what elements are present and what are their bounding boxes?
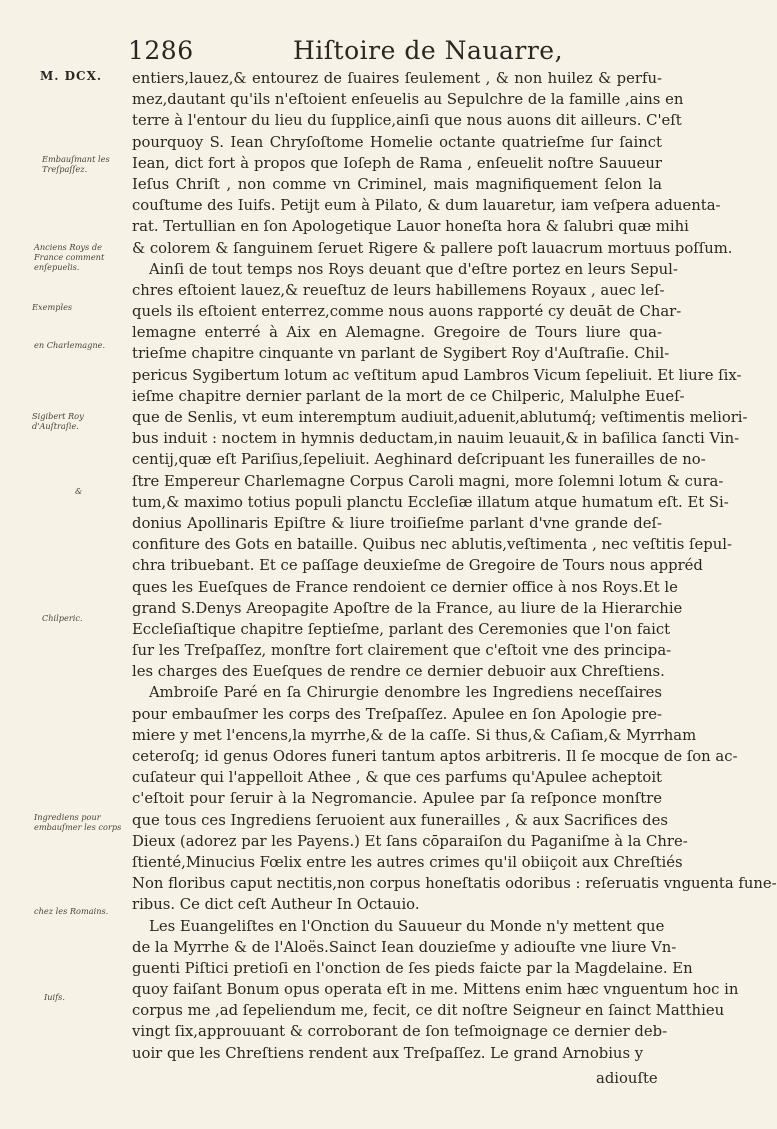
margin-note: Sigibert Roy d'Auſtraſie. <box>32 411 84 431</box>
text-line: les charges des Eueſques de rendre ce dernier debuoir aux Chreſtiens. <box>132 663 665 681</box>
text-line: centij,quæ eſt Pariſius,ſepeliuit. Aeghinard deſcripuant les funerailles de no- <box>132 451 706 469</box>
page-number: 1286 <box>128 36 194 65</box>
text-line: que tous ces Ingrediens ſeruoient aux funerailles , & aux Sacrifices des <box>132 811 668 829</box>
text-line: corpus me ,ad ſepeliendum me, fecit, ce dit noſtre Seigneur en ſainct Matthieu <box>132 1002 725 1020</box>
text-line: cuſateur qui l'appelloit Athee , & que ces parfums qu'Apulee acheptoit <box>132 769 662 787</box>
text-line: Eccleſiaſtique chapitre ſeptieſme, parlant des Ceremonies que l'on faict <box>132 620 671 638</box>
text-line: ques les Eueſques de France rendoient ce dernier office à nos Roys.Et le <box>132 578 678 596</box>
text-line: de la Myrrhe & de l'Aloës.Sainct Iean douzieſme y adiouſte vne liure Vn- <box>132 938 677 956</box>
text-line: ſtienté,Minucius Fœlix entre les autres crimes qu'il obiiçoit aux Chreſtiés <box>132 853 683 871</box>
margin-note: Ingrediens pour embauſmer les corps <box>34 812 122 832</box>
text-line: pour embauſmer les corps des Treſpaſſez. Apulee en ſon Apologie pre- <box>132 705 662 723</box>
text-line: rat. Tertullian en ſon Apologetique Lauor honeſta hora & ſalubri quæ mihi <box>132 218 689 236</box>
text-line: chra tribuebant. Et ce paſſage deuxieſme de Gregoire de Tours nous appréd <box>132 557 703 575</box>
text-line: donius Apollinaris Epiſtre & liure troiſieſme parlant d'vne grande deſ- <box>132 514 662 532</box>
text-line: miere y met l'encens,la myrrhe,& de la caſſe. Si thus,& Caſiam,& Myrrham <box>132 726 697 744</box>
text-line: Ieſus Chriſt , non comme vn Criminel, mais magnifiquement ſelon la <box>132 175 662 193</box>
running-title: Hiſtoire de Nauarre, <box>293 36 564 65</box>
margin-notes <box>0 0 130 1129</box>
margin-note: & <box>75 486 83 496</box>
text-line: Les Euangeliſtes en l'Onction du Sauueur du Monde n'y mettent que <box>149 917 665 935</box>
text-line: trieſme chapitre cinquante vn parlant de Sygibert Roy d'Auſtraſie. Chil- <box>132 345 670 363</box>
text-line: Iean, dict fort à propos que Ioſeph de Rama , enſeuelit noſtre Sauueur <box>132 154 662 172</box>
text-line: entiers,lauez,& entourez de ſuaires ſeulement , & non huilez & perfu- <box>132 70 662 87</box>
text-line: ribus. Ce dict ceſt Autheur In Octauio. <box>132 896 420 914</box>
margin-note: chez les Romains. <box>34 906 109 916</box>
margin-note: Anciens Roys de France comment enſepuelis. <box>34 242 105 272</box>
text-line: c'eſtoit pour ſeruir à la Negromancie. Apulee par ſa reſponce monſtre <box>132 790 662 808</box>
text-line: quels ils eſtoient enterrez,comme nous auons rapporté cy deuāt de Char- <box>132 303 682 321</box>
margin-note: en Charlemagne. <box>34 340 106 350</box>
text-line: vingt ſix,approuuant & corroborant de ſon teſmoignage ce dernier deb- <box>132 1023 668 1041</box>
year-label: M. DCX. <box>40 69 103 83</box>
margin-note: Embauſmant les Treſpaſſez. <box>42 154 110 174</box>
text-line: couſtume des Iuifs. Petijt eum à Pilato, & dum lauaretur, iam veſpera aduenta- <box>132 197 721 215</box>
text-line: ceteroſq; id genus Odores funeri tantum aptos arbitreris. Il ſe mocque de ſon ac- <box>132 748 738 765</box>
text-line: pericus Sygibertum lotum ac veſtitum apud Lambros Vicum ſepeliuit. Et liure ſix- <box>132 366 742 384</box>
text-line: quoy faiſant Bonum opus operata eſt in me. Mittens enim hæc vnguentum hoc in <box>132 981 739 999</box>
text-line: terre à l'entour du lieu du ſupplice,ainſi que nous auons dit ailleurs. C'eſt <box>132 112 682 130</box>
text-line: pourquoy S. Iean Chryſoſtome Homelie octante quatrieſme ſur ſainct <box>132 133 662 151</box>
text-line: que de Senlis, vt eum interemptum audiuit,aduenit,ablutumq́; veſtimentis meliori- <box>132 409 748 426</box>
catchword: adiouſte <box>596 1070 658 1087</box>
text-line: grand S.Denys Areopagite Apoſtre de la France, au liure de la Hierarchie <box>132 599 683 617</box>
margin-note: Exemples <box>32 302 73 312</box>
text-line: bus induit : noctem in hymnis deductam,in nauim leuauit,& in baſilica ſancti Vin- <box>132 430 740 448</box>
text-line: chres eſtoient lauez,& reueſtuz de leurs habillemens Royaux , auec leſ- <box>132 281 665 299</box>
text-line: ſtre Empereur Charlemagne Corpus Caroli magni, more ſolemni lotum & cura- <box>132 472 724 490</box>
text-line: confiture des Gots en bataille. Quibus nec ablutis,veſtimenta , nec veſtitis ſepul- <box>132 536 732 554</box>
text-line: lemagne enterré à Aix en Alemagne. Gregoire de Tours liure qua- <box>132 324 662 342</box>
text-line: mez,dautant qu'ils n'eſtoient enſeuelis au Sepulchre de la famille ,ains en <box>132 91 684 109</box>
text-line: guenti Piſtici pretioſi en l'onction de ſes pieds faicte par la Magdelaine. En <box>132 959 693 977</box>
text-line: & colorem & ſanguinem ſeruet Rigere & pallere poſt lauacrum mortuus poſſum. <box>132 239 733 257</box>
text-line: Dieux (adorez par les Payens.) Et ſans cōparaiſon du Paganiſme à la Chre- <box>132 832 688 850</box>
text-line: tum,& maximo totius populi planctu Eccleſiæ illatum atque humatum eſt. Et Si- <box>132 493 729 511</box>
text-line: ieſme chapitre dernier parlant de la mort de ce Chilperic, Malulphe Eueſ- <box>132 387 685 405</box>
text-line: Ambroiſe Paré en ſa Chirurgie denombre les Ingrediens neceſſaires <box>149 684 662 702</box>
margin-note: Chilperic. <box>42 613 83 623</box>
body-text <box>132 68 777 1064</box>
text-line: ſur les Treſpaſſez, monſtre fort clairement que c'eſtoit vne des principa- <box>132 642 672 660</box>
text-line: Non floribus caput nectitis,non corpus honeſtatis odoribus : reſeruatis vnguenta fune- <box>132 875 777 893</box>
margin-note: Iuifs. <box>44 992 65 1002</box>
text-line: Ainſi de tout temps nos Roys deuant que d'eſtre portez en leurs Sepul- <box>149 260 678 278</box>
text-line: uoir que les Chreſtiens rendent aux Treſpaſſez. Le grand Arnobius y <box>132 1044 644 1062</box>
